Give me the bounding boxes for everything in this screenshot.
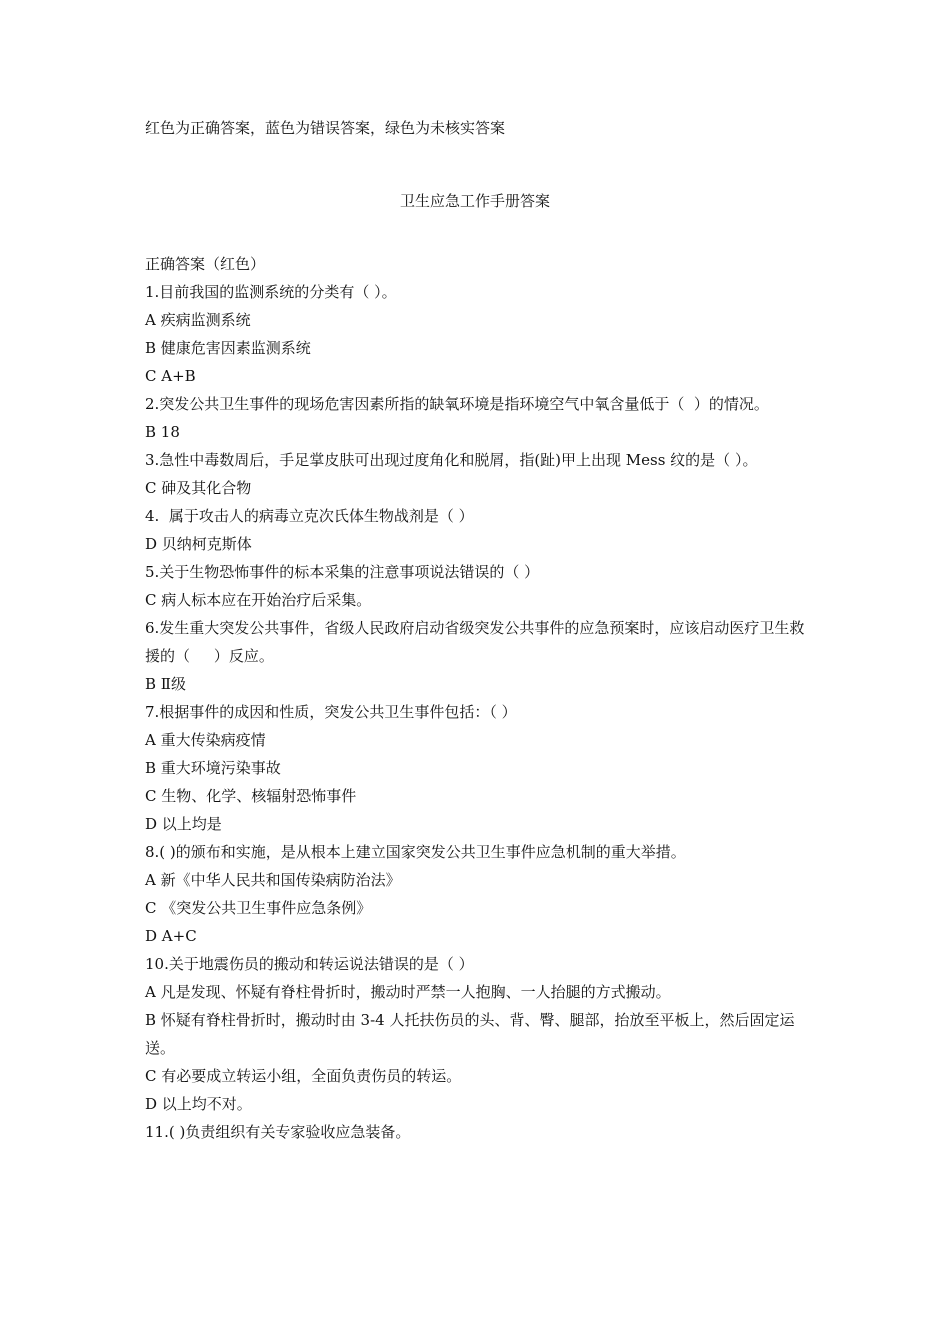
question-line: 7.根据事件的成因和性质，突发公共卫生事件包括：（ ） [145, 703, 517, 721]
answer-line: C 生物、化学、核辐射恐怖事件 [145, 787, 357, 805]
answer-line: C 有必要成立转运小组，全面负责伤员的转运。 [145, 1067, 462, 1085]
answer-line: D A+C [145, 927, 197, 945]
answer-line: B 健康危害因素监测系统 [145, 339, 311, 357]
question-line: 5.关于生物恐怖事件的标本采集的注意事项说法错误的（ ） [145, 563, 540, 581]
answer-line: D 贝纳柯克斯体 [145, 535, 252, 553]
answer-line: A 重大传染病疫情 [145, 731, 266, 749]
answer-line: C 病人标本应在开始治疗后采集。 [145, 591, 372, 609]
color-legend-note: 红色为正确答案，蓝色为错误答案，绿色为未核实答案 [145, 119, 506, 137]
question-line: 1.目前我国的监测系统的分类有（ ）。 [145, 283, 397, 301]
answer-line: C 《突发公共卫生事件应急条例》 [145, 899, 372, 917]
answer-line: A 凡是发现、怀疑有脊柱骨折时，搬动时严禁一人抱胸、一人抬腿的方式搬动。 [145, 983, 671, 1001]
answer-line: A 疾病监测系统 [145, 311, 251, 329]
question-line: 4. 属于攻击人的病毒立克次氏体生物战剂是（ ） [145, 507, 474, 525]
section-heading: 正确答案（红色） [145, 255, 266, 273]
document-title: 卫生应急工作手册答案 [399, 192, 550, 210]
answer-line: A 新《中华人民共和国传染病防治法》 [145, 871, 401, 889]
answer-line: B 18 [145, 423, 180, 441]
answer-line: B 重大环境污染事故 [145, 759, 281, 777]
answer-list [145, 250, 810, 1146]
question-line: 10.关于地震伤员的搬动和转运说法错误的是（ ） [145, 955, 474, 973]
answer-line: C A+B [145, 367, 196, 385]
question-line: 2.突发公共卫生事件的现场危害因素所指的缺氧环境是指环境空气中氧含量低于（ ）的情况。 [145, 395, 769, 413]
answer-line: C 砷及其化合物 [145, 479, 252, 497]
question-line: 3.急性中毒数周后，手足掌皮肤可出现过度角化和脱屑，指(趾)甲上出现 Mess 纹的是（ ）。 [145, 451, 758, 469]
answer-line: D 以上均不对。 [145, 1095, 252, 1113]
answer-line: B Ⅱ级 [145, 675, 186, 693]
question-line: 11.( )负责组织有关专家验收应急装备。 [145, 1123, 411, 1141]
question-line: 8.( )的颁布和实施，是从根本上建立国家突发公共卫生事件应急机制的重大举措。 [145, 843, 686, 861]
answer-line: D 以上均是 [145, 815, 222, 833]
question-line: 6.发生重大突发公共事件，省级人民政府启动省级突发公共事件的应急预案时，应该启动医疗卫生救援的（ ）反应。 [145, 619, 805, 665]
answer-line: B 怀疑有脊柱骨折时，搬动时由 3-4 人托扶伤员的头、背、臀、腿部，抬放至平板上，然后固定运送。 [145, 1011, 795, 1057]
